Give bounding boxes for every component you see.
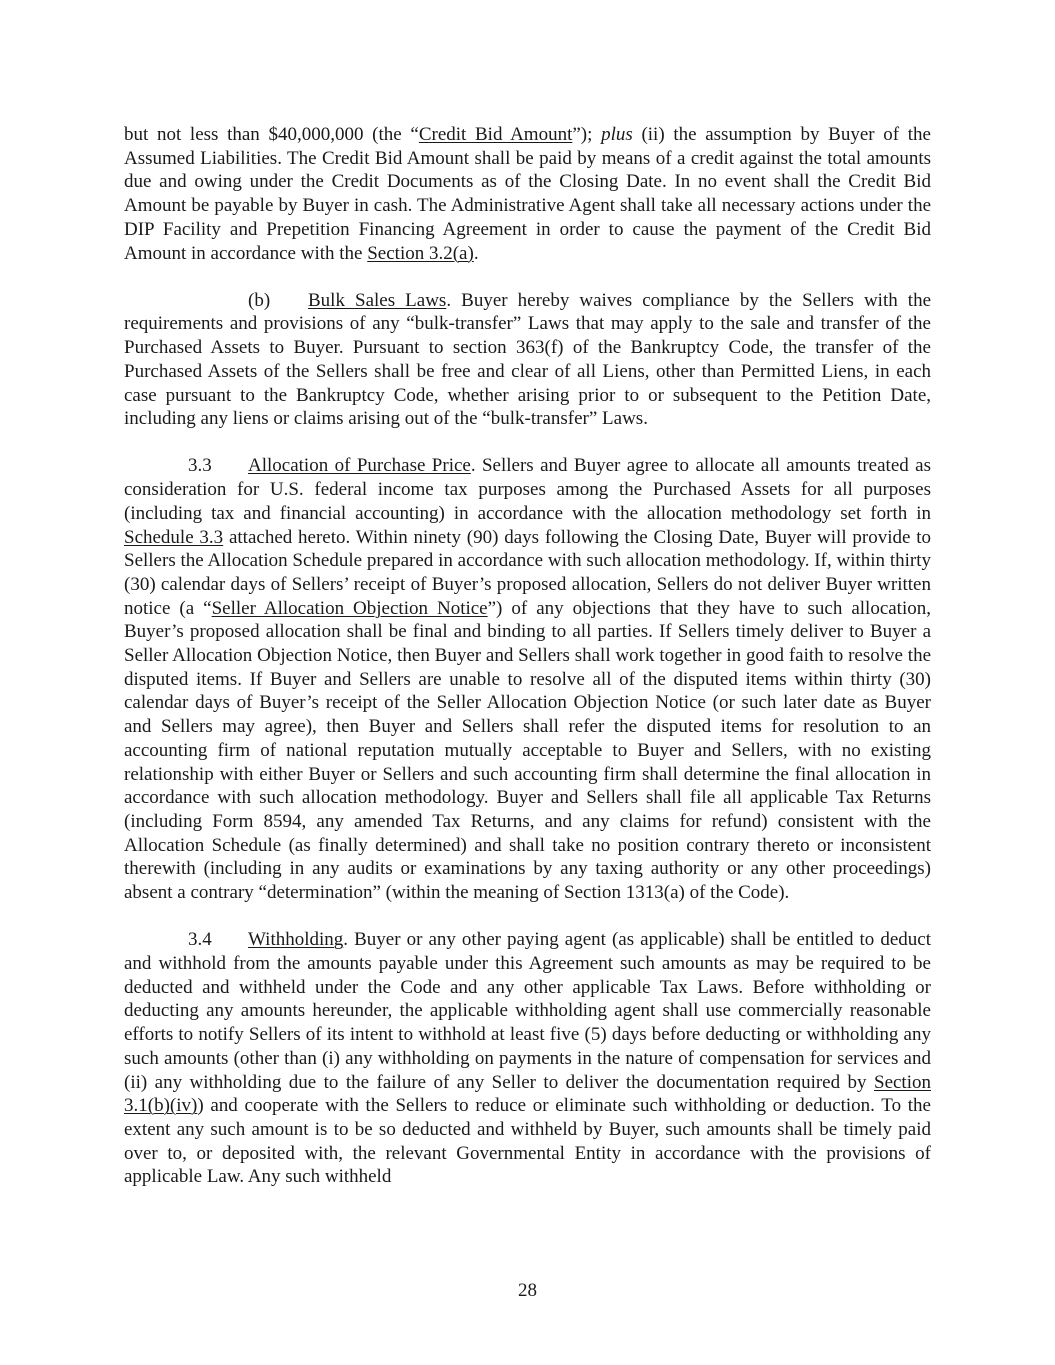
- cross-reference-section-3-1b-iv: Section 3.1(b)(iv): [124, 1071, 931, 1117]
- section-heading: Allocation of Purchase Price: [248, 455, 471, 477]
- text: attached hereto. Within ninety (90) days following the Closing Date, Buyer will provide to Sellers the Allocation Schedule prepared in accordance with such allocation methodology. If, within thirty (30) calendar days of Sellers’ receipt of Buyer’s proposed allocation, Sellers do not deliver Buyer written notice (a “: [124, 526, 931, 619]
- document-body: [124, 123, 931, 1213]
- clause-heading: Bulk Sales Laws: [308, 289, 447, 311]
- section-number: 3.4: [188, 929, 212, 951]
- page-number: 28: [518, 1280, 537, 1301]
- italic-term: plus: [601, 124, 633, 145]
- defined-term-seller-allocation-objection-notice: Seller Allocation Objection Notice: [211, 597, 488, 619]
- paragraph-credit-bid: [124, 123, 931, 265]
- cross-reference-schedule-3-3: Schedule 3.3: [124, 526, 224, 548]
- paragraph-bulk-sales-laws: [124, 289, 931, 431]
- clause-number: (b): [248, 289, 271, 311]
- cross-reference-section-3-2a: Section 3.2(a): [367, 242, 474, 264]
- paragraph-section-3-4: [124, 928, 931, 1189]
- defined-term-credit-bid-amount: Credit Bid Amount: [418, 124, 573, 145]
- section-number: 3.3: [188, 455, 212, 477]
- text: but not less than $40,000,000 (the “: [124, 124, 419, 145]
- text: ”) of any objections that they have to such allocation, Buyer’s proposed allocation shall be final and binding to all parties. If Sellers timely deliver to Buyer a Seller Allocation Objection Notice, then Buyer and Sellers shall work together in good faith to resolve the disputed items. If Buyer and Sellers are unable to resolve all of the disputed items within thirty (30) calendar days of Buyer’s receipt of the Seller Allocation Objection Notice (or such later date as Buyer and Sellers may agree), then Buyer and Sellers shall refer the disputed items for resolution to an accounting firm of national reputation mutually acceptable to Buyer and Sellers, with no existing relationship with either Buyer or Sellers and such accounting firm shall determine the final allocation in accordance with such allocation methodology. Buyer and Sellers shall file all applicable Tax Returns (including Form 8594, any amended Tax Returns, and any claims for refund) consistent with the Allocation Schedule (as finally determined) and shall take no position contrary thereto or inconsistent therewith (including in any audits or examinations by any taxing authority or any other proceedings) absent a contrary “determination” (within the meaning of Section 1313(a) of the Code).: [124, 597, 931, 904]
- paragraph-section-3-3: [124, 454, 931, 904]
- text: . Sellers and Buyer agree to allocate all amounts treated as consideration for U.S. federal income tax purposes among the Purchased Assets for all purposes (including tax and financial accounting) in accordance with the allocation methodology set forth in: [124, 455, 931, 524]
- text: .: [473, 242, 479, 264]
- text: ”);: [572, 124, 602, 145]
- text: . Buyer hereby waives compliance by the Sellers with the requirements and provisions of any “bulk-transfer” Laws that may apply to the sale and transfer of the Purchased Assets to Buyer. Pursuant to section 363(f) of the Bankruptcy Code, the transfer of the Purchased Assets of the Sellers shall be free and clear of all Liens, other than Permitted Liens, in each case pursuant to the Bankruptcy Code, whether arising prior to or subsequent to the Petition Date, including any liens or claims arising out of the “bulk-transfer” Laws.: [124, 289, 932, 430]
- text: (ii) the assumption by Buyer of the Assumed Liabilities. The Credit Bid Amount shall be paid by means of a credit against the total amounts due and owing under the Credit Documents as of the Closing Date. In no event shall the Credit Bid Amount be payable by Buyer in cash. The Administrative Agent shall take all necessary actions under the DIP Facility and Prepetition Financing Agreement in order to cause the payment of the Credit Bid Amount in accordance with the: [124, 124, 931, 264]
- text: . Buyer or any other paying agent (as applicable) shall be entitled to deduct and withhold from the amounts payable under this Agreement such amounts as may be required to be deducted and withheld under the Code and any other applicable Tax Laws. Before withholding or deducting any amounts hereunder, the applicable withholding agent shall use commercially reasonable efforts to notify Sellers of its intent to withhold at least five (5) days before deducting or withholding any such amounts (other than (i) any withholding on payments in the nature of compensation for services and (ii) any withholding due to the failure of any Seller to deliver the documentation required by: [124, 929, 931, 1093]
- text: ) and cooperate with the Sellers to reduce or eliminate such withholding or deduction. To the extent any such amount is to be so deducted and withheld by Buyer, such amounts shall be timely paid over to, or deposited with, the relevant Governmental Entity in accordance with the provisions of applicable Law. Any such withheld: [124, 1095, 931, 1188]
- section-heading: Withholding: [248, 929, 344, 951]
